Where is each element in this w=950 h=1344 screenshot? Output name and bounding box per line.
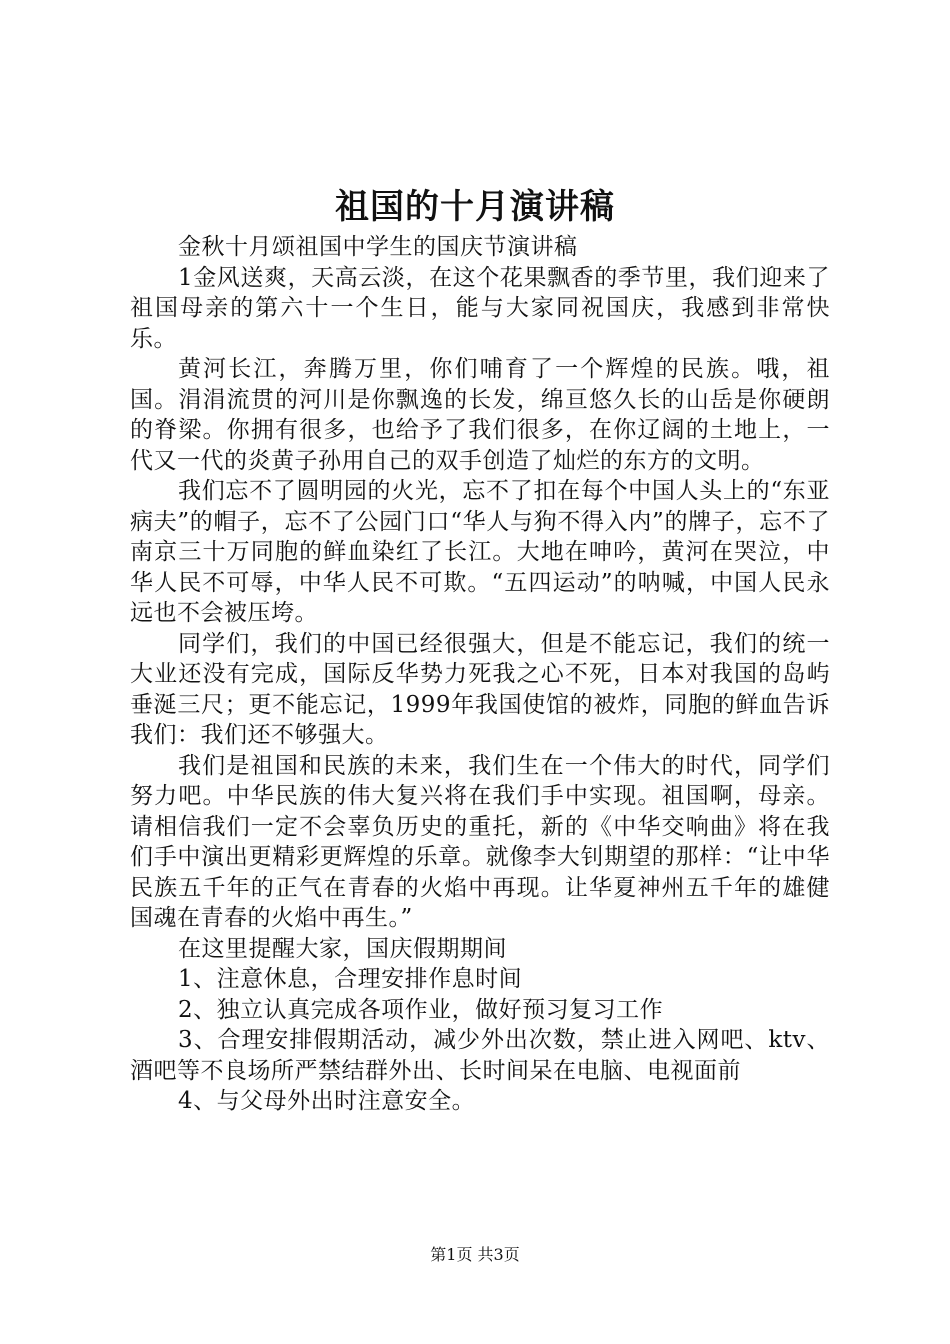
paragraph: 我们忘不了圆明园的火光，忘不了扣在每个中国人头上的“东亚病夫”的帽子，忘不了公园门口“华人与狗不得入内”的牌子，忘不了南京三十万同胞的鲜血染红了长江。大地在呻吟，黄河在哭泣，中华人民不可辱，中华人民不可欺。“五四运动”的呐喊，中国人民永远也不会被压垮。 (130, 478, 830, 626)
list-item: 1、注意休息，合理安排作息时间 (178, 966, 523, 992)
paragraph: 在这里提醒大家，国庆假期期间 (178, 935, 507, 962)
paragraph: 1金风送爽，天高云淡，在这个花果飘香的季节里，我们迎来了祖国母亲的第六十一个生日，能与大家同祝国庆，我感到非常快乐。 (130, 264, 830, 352)
paragraph: 我们是祖国和民族的未来，我们生在一个伟大的时代，同学们努力吧。中华民族的伟大复兴将在我们手中实现。祖国啊，母亲。请相信我们一定不会辜负历史的重托，新的《中华交响曲》将在我们手中演出更精彩更辉煌的乐章。就像李大钊期望的那样：“让中华民族五千年的正气在青春的火焰中再现。让华夏神州五千年的雄健国魂在青春的火焰中再生。” (130, 752, 830, 931)
list-item: 4、与父母外出时注意安全。 (178, 1088, 476, 1114)
document-body (130, 232, 830, 1117)
document-title: 祖国的十月演讲稿 (335, 187, 615, 227)
paragraph: 金秋十月颂祖国中学生的国庆节演讲稿 (178, 234, 578, 260)
list-item: 3、合理安排假期活动，减少外出次数，禁止进入网吧、ktv、酒吧等不良场所严禁结群外出、长时间呆在电脑、电视面前 (130, 1027, 830, 1084)
list-item: 2、独立认真完成各项作业，做好预习复习工作 (178, 996, 664, 1023)
paragraph: 黄河长江，奔腾万里，你们哺育了一个辉煌的民族。哦，祖国。涓涓流贯的河川是你飘逸的长发，绵亘悠久长的山岳是你硬朗的脊梁。你拥有很多，也给予了我们很多，在你辽阔的土地上，一代又一代的炎黄子孙用自己的双手创造了灿烂的东方的文明。 (130, 356, 830, 474)
page-footer: 第1页 共3页 (430, 1245, 520, 1264)
paragraph: 同学们，我们的中国已经很强大，但是不能忘记，我们的统一大业还没有完成，国际反华势力死我之心不死，日本对我国的岛屿垂涎三尺；更不能忘记，1999年我国使馆的被炸，同胞的鲜血告诉我们：我们还不够强大。 (130, 630, 830, 748)
